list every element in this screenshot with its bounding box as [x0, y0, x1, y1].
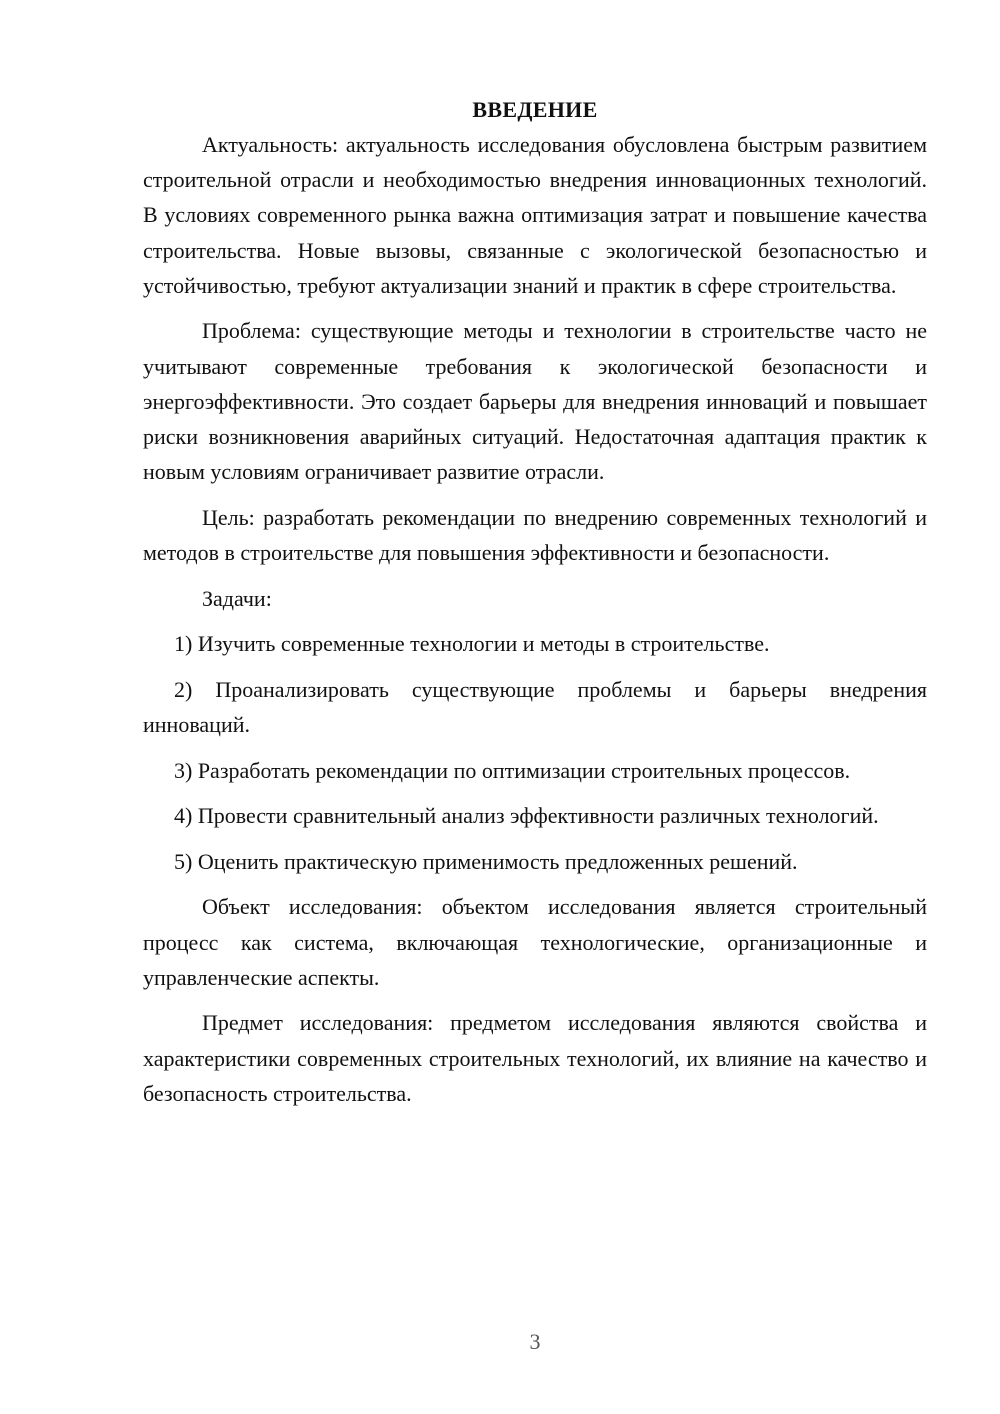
page-number: 3	[529, 1329, 541, 1354]
task-item-1: 1) Изучить современные технологии и методы в строительстве.	[174, 631, 770, 657]
page-content	[143, 92, 927, 1121]
subject-paragraph: Предмет исследования: предметом исследования являются свойства и характеристики современных строительных технологий, их влияние на качество и безопасность строительства.	[143, 1010, 927, 1106]
task-item-5: 5) Оценить практическую применимость предложенных решений.	[174, 848, 798, 874]
task-item-3: 3) Разработать рекомендации по оптимизации строительных процессов.	[174, 757, 851, 783]
task-item-2: 2) Проанализировать существующие проблемы и барьеры внедрения инноваций.	[143, 676, 927, 737]
object-paragraph: Объект исследования: объектом исследования является строительный процесс как система, включающая технологические, организационные и управленческие аспекты.	[143, 894, 927, 990]
relevance-paragraph: Актуальность: актуальность исследования обусловлена быстрым развитием строительной отрасли и необходимостью внедрения инновационных технологий. В условиях современного рынка важна оптимизация затрат и повышение качества строительства. Новые вызовы, связанные с экологической безопасностью и устойчивостью, требуют актуализации знаний и практик в сфере строительства.	[143, 132, 927, 298]
section-heading: ВВЕДЕНИЕ	[472, 97, 598, 122]
goal-paragraph: Цель: разработать рекомендации по внедрению современных технологий и методов в строительстве для повышения эффективности и безопасности.	[143, 504, 927, 566]
problem-paragraph: Проблема: существующие методы и технологии в строительстве часто не учитывают современные требования к экологической безопасности и энергоэффективности. Это создает барьеры для внедрения инноваций и повышает риски возникновения аварийных ситуаций. Недостаточная адаптация практик к новым условиям ограничивает развитие отрасли.	[143, 318, 927, 485]
task-item-4: 4) Провести сравнительный анализ эффективности различных технологий.	[174, 803, 879, 829]
tasks-label: Задачи:	[202, 585, 272, 611]
